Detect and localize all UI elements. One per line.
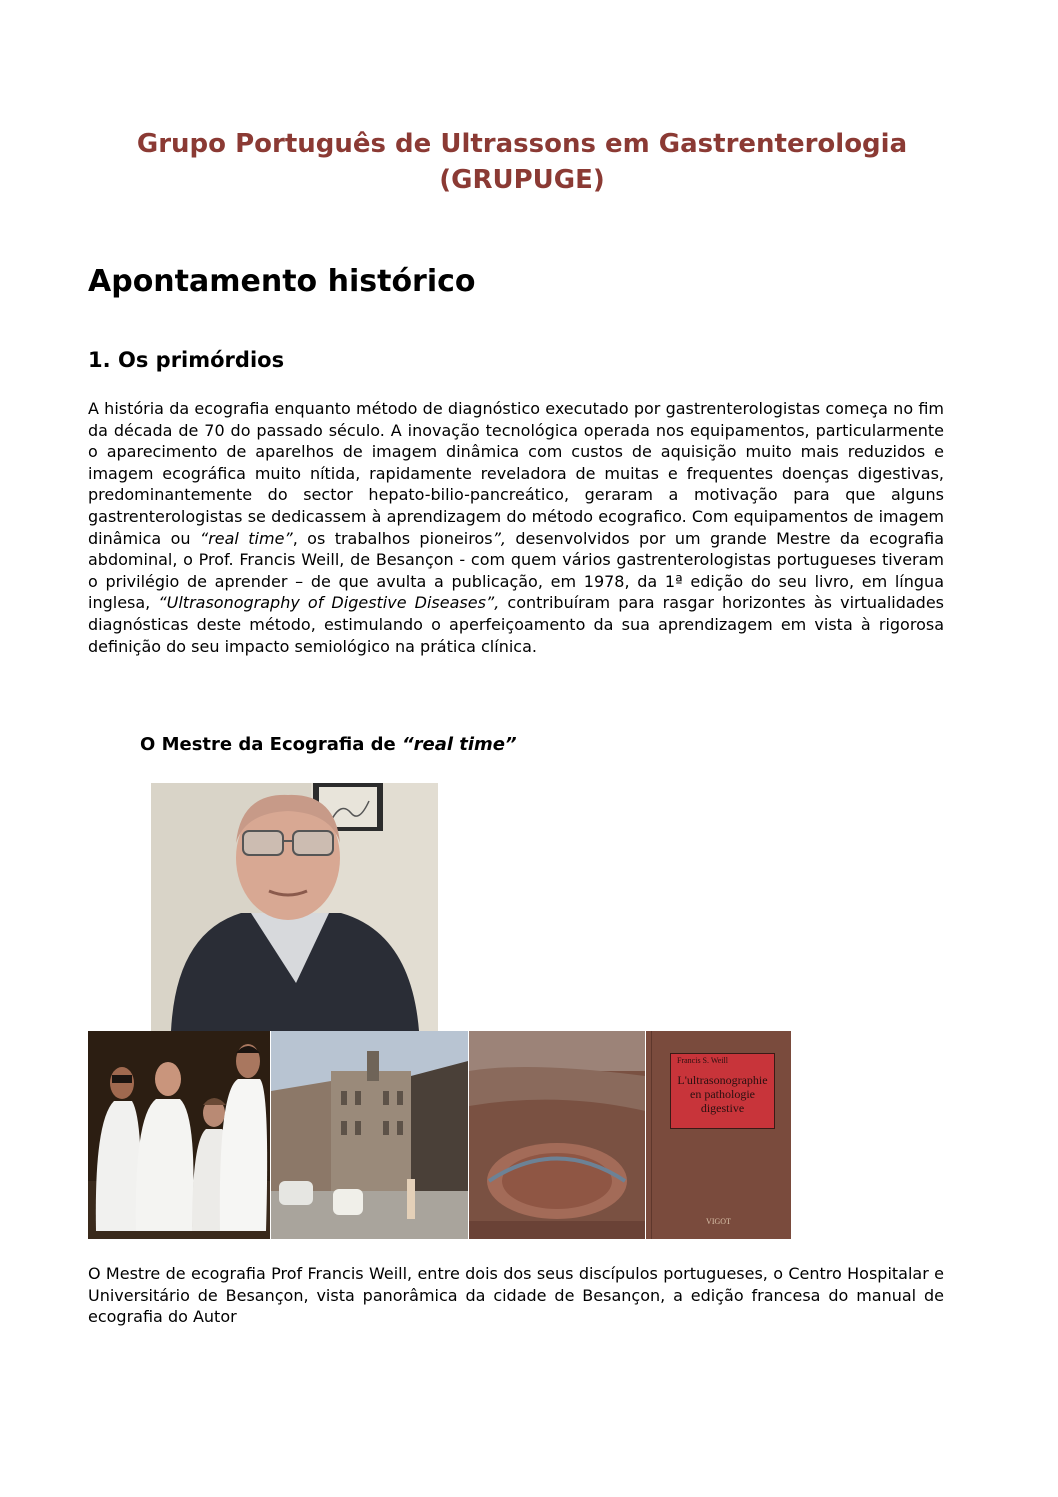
paragraph-emphasis-2: ”, xyxy=(492,528,506,548)
book-title-line-2: en pathologie xyxy=(690,1087,755,1101)
book-publisher: VIGOT xyxy=(706,1217,731,1226)
intro-paragraph xyxy=(88,398,944,657)
paragraph-emphasis-3: “Ultrasonography of Digestive Diseases”, xyxy=(158,593,500,613)
paragraph-text-3: desenvolvidos por um grande Mestre da ecografia abdominal, o Prof. Francis Weill, de Besançon - com quem vários gastrenterologistas portugueses tiveram o privilégio de aprender – de que avulta a publicação, em 1978, da 1ª edição do seu livro, em língua inglesa, xyxy=(88,528,945,613)
figure-caption: O Mestre de ecografia Prof Francis Weill, entre dois dos seus discípulos portugueses, o Centro Hospitalar e Universitário de Besançon, vista panorâmica da cidade de Besançon, a edição francesa do manual de ecografia do Autor xyxy=(88,1264,944,1327)
paragraph-text-1: A história da ecografia enquanto método de diagnóstico executado por gastrenterologistas começa no fim da década de 70 do passado século. A inovação tecnológica operada nos equipamentos, particularmente o aparecimento de aparelhos de imagem dinâmica com custos de aquisição muito mais reduzidos e imagem ecográfica muito nítida, rapidamente reveladora de muitas e frequentes doenças digestivas, predominantemente do sector hepato-bilio-pancreático, geraram a motivação para que alguns gastrenterologistas se dedicassem à aprendizagem do método ecografico. Com equipamentos de imagem dinâmica ou xyxy=(88,399,944,548)
title-line-2: (GRUPUGE) xyxy=(439,165,605,195)
section-number: 1. xyxy=(88,348,111,372)
section-title: Os primórdios xyxy=(118,348,285,372)
disciples-photo xyxy=(88,1031,270,1239)
subheading-text: O Mestre da Ecografia de xyxy=(140,734,403,755)
title-line-1: Grupo Português de Ultrassons em Gastrenterologia xyxy=(136,129,908,159)
book-title-label xyxy=(670,1053,775,1129)
hospital-photo xyxy=(271,1031,468,1239)
photo-subheading xyxy=(140,734,517,755)
portrait-photo xyxy=(151,783,438,1031)
paragraph-emphasis-1: “real time” xyxy=(199,528,293,548)
section-heading xyxy=(88,348,284,372)
paragraph-text-4: contribuíram para rasgar horizontes às virtualidades diagnósticas deste método, estimulando o aperfeiçoamento da sua aprendizagem em vista à rigorosa definição do seu impacto semiológico na prática clínica. xyxy=(88,593,945,656)
document-title xyxy=(88,126,956,198)
book-cover-photo xyxy=(646,1031,791,1239)
main-heading: Apontamento histórico xyxy=(88,264,476,299)
paragraph-text-2: , os trabalhos pioneiros xyxy=(292,528,493,548)
book-author: Francis S. Weill xyxy=(677,1056,728,1065)
book-title-line-3: digestive xyxy=(700,1101,745,1115)
panorama-photo xyxy=(469,1031,645,1239)
subheading-emphasis: “real time” xyxy=(402,734,517,755)
book-title-line-1: L'ultrasonographie xyxy=(677,1073,768,1087)
